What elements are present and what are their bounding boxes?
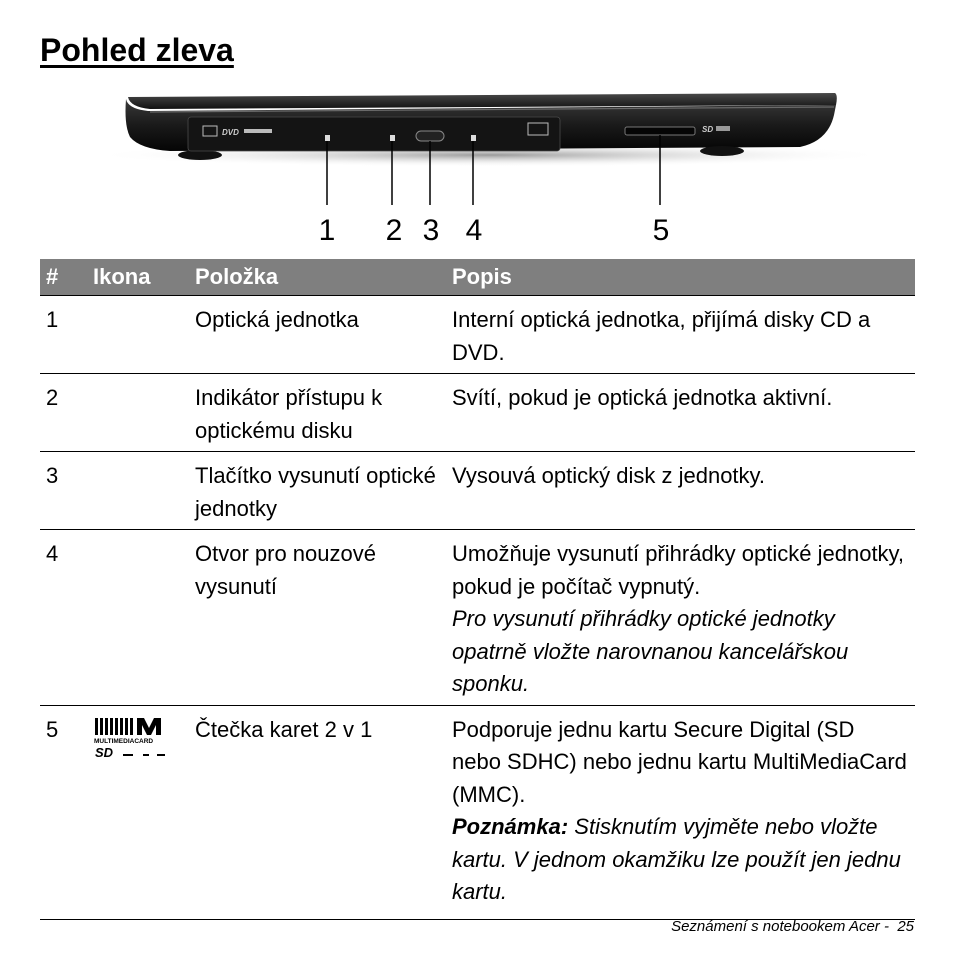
row-desc: Umožňuje vysunutí přihrádky optické jednotky, pokud je počítač vypnutý. (452, 541, 905, 599)
laptop-left-side-figure (0, 85, 954, 255)
row-desc: Svítí, pokud je optická jednotka aktivní. (446, 374, 915, 452)
row-item: Optická jednotka (189, 296, 446, 374)
header-num: # (40, 259, 87, 296)
row-icon (87, 530, 189, 706)
table-row (40, 296, 915, 374)
page-number: 25 (897, 918, 914, 935)
row-note: Pro vysunutí přihrádky optické jednotky opatrně vložte narovnanou kancelářskou sponku. (452, 606, 849, 696)
svg-text:SD: SD (702, 125, 714, 134)
svg-text:SD: SD (95, 744, 114, 760)
row-num: 5 (40, 705, 87, 919)
callout-2: 2 (385, 214, 403, 247)
row-num: 1 (40, 296, 87, 374)
drive-indicator (390, 135, 395, 141)
row-desc-cell (446, 530, 915, 706)
row-item: Čtečka karet 2 v 1 (189, 705, 446, 919)
row-icon (87, 374, 189, 452)
row-item: Indikátor přístupu k optickému disku (189, 374, 446, 452)
header-icon: Ikona (87, 259, 189, 296)
optical-drive-marker (325, 135, 330, 141)
header-item: Položka (189, 259, 446, 296)
callout-5: 5 (652, 214, 670, 247)
eject-button[interactable] (416, 131, 444, 141)
page-footer (671, 918, 914, 935)
row-num: 3 (40, 452, 87, 530)
table-row (40, 530, 915, 706)
table-row (40, 452, 915, 530)
emergency-eject-hole (471, 135, 476, 141)
row-icon (87, 296, 189, 374)
callout-1: 1 (318, 214, 336, 247)
svg-text:DVD: DVD (222, 128, 239, 137)
row-desc: Interní optická jednotka, přijímá disky CD a DVD. (446, 296, 915, 374)
row-desc: Vysouvá optický disk z jednotky. (446, 452, 915, 530)
callout-3: 3 (422, 214, 440, 247)
svg-text:MULTIMEDIACARD: MULTIMEDIACARD (94, 737, 154, 745)
row-note-label: Poznámka: (452, 814, 569, 839)
table-header-row (40, 259, 915, 296)
row-num: 4 (40, 530, 87, 706)
row-note: Stisknutím vyjměte nebo vložte kartu. V jednom okamžiku lze použít jen jednu kartu. (452, 814, 901, 904)
row-icon (87, 452, 189, 530)
header-desc: Popis (446, 259, 915, 296)
row-num: 2 (40, 374, 87, 452)
row-desc: Podporuje jednu kartu Secure Digital (SD nebo SDHC) nebo jednu kartu MultiMediaCard (MMC). (452, 716, 907, 807)
card-reader-slot[interactable] (625, 127, 695, 135)
ports-table (40, 259, 915, 920)
page-title: Pohled zleva (40, 32, 234, 68)
table-row (40, 374, 915, 452)
row-icon (87, 705, 189, 919)
footer-text: Seznámení s notebookem Acer - (671, 918, 889, 935)
row-desc-cell (446, 705, 915, 919)
callout-4: 4 (465, 214, 483, 247)
row-item: Otvor pro nouzové vysunutí (189, 530, 446, 706)
row-item: Tlačítko vysunutí optické jednotky (189, 452, 446, 530)
table-row (40, 705, 915, 919)
multimediacard-sd-icon (93, 716, 169, 760)
